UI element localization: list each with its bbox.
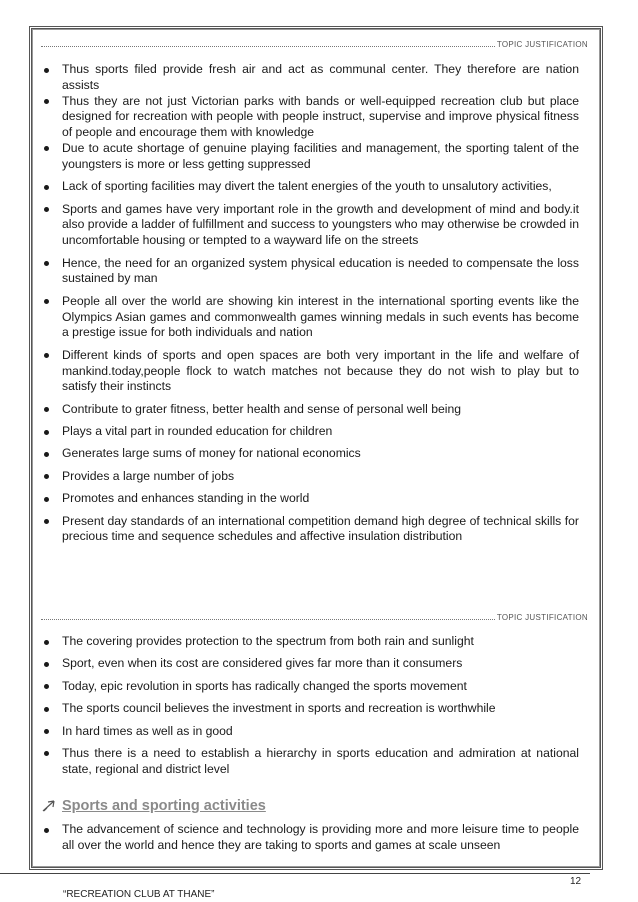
list-item: Thus they are not just Victorian parks with bands or well-equipped recreation club but place designed for recreation with people with people instruct, supervise and improve physical fitness of people and encourage them with knowledge [41,94,579,141]
list-item: The advancement of science and technology is providing more and more leisure time to people all over the world and hence they are taking to sports and games at scale unseen [41,822,579,854]
list-item: Sport, even when its cost are considered gives far more than it consumers [41,656,579,672]
bullet-list-3 [41,822,579,860]
list-item: Different kinds of sports and open spaces are both very important in the life and welfare of mankind.today,people flock to watch matches not because they do not wish to play but to satisfy their instincts [41,348,579,395]
list-item: People all over the world are showing kin interest in the international sporting events like the Olympics Asian games and commonwealth games winning medals in such events has become a prestige issue for both individuals and nation [41,294,579,341]
list-item: Hence, the need for an organized system physical education is needed to compensate the loss sustained by man [41,256,579,288]
dotted-leader [41,619,495,620]
dotted-leader [41,46,495,47]
bullet-list-2 [41,634,579,784]
footer-rule [0,873,590,874]
list-item: Present day standards of an international competition demand high degree of technical skills for precious time and sequence schedules and affective insulation distribution [41,514,579,546]
list-item: The covering provides protection to the spectrum from both rain and sunlight [41,634,579,650]
list-item: Contribute to grater fitness, better health and sense of personal well being [41,402,579,418]
topic-label: TOPIC JUSTIFICATION [496,40,588,49]
section-heading-text: Sports and sporting activities [62,798,266,814]
footer-title: “RECREATION CLUB AT THANE” [63,889,215,900]
section-heading [41,798,266,814]
list-item: Lack of sporting facilities may divert the talent energies of the youth to unsalutory activities, [41,179,579,195]
list-item: Provides a large number of jobs [41,469,579,485]
arrow-bullet-icon [41,799,57,813]
topic-header-1 [41,37,588,49]
list-item: Today, epic revolution in sports has radically changed the sports movement [41,679,579,695]
page-number: 12 [570,876,582,887]
topic-label: TOPIC JUSTIFICATION [496,613,588,622]
topic-header-2 [41,610,588,622]
list-item: Promotes and enhances standing in the world [41,491,579,507]
list-item: Sports and games have very important role in the growth and development of mind and body.it also provide a ladder of fulfillment and success to youngsters who may otherwise be crowded in uncomfortable housing or tempted to a wayward life on the streets [41,202,579,249]
list-item: The sports council believes the investment in sports and recreation is worthwhile [41,701,579,717]
list-item: Thus there is a need to establish a hierarchy in sports education and admiration at national state, regional and district level [41,746,579,778]
list-item: Thus sports filed provide fresh air and act as communal center. They therefore are nation assists [41,62,579,94]
list-item: Plays a vital part in rounded education for children [41,424,579,440]
list-item: Due to acute shortage of genuine playing facilities and management, the sporting talent of the youngsters is more or less getting suppressed [41,141,579,173]
bullet-list-1 [41,62,579,552]
list-item: In hard times as well as in good [41,724,579,740]
list-item: Generates large sums of money for national economics [41,446,579,462]
